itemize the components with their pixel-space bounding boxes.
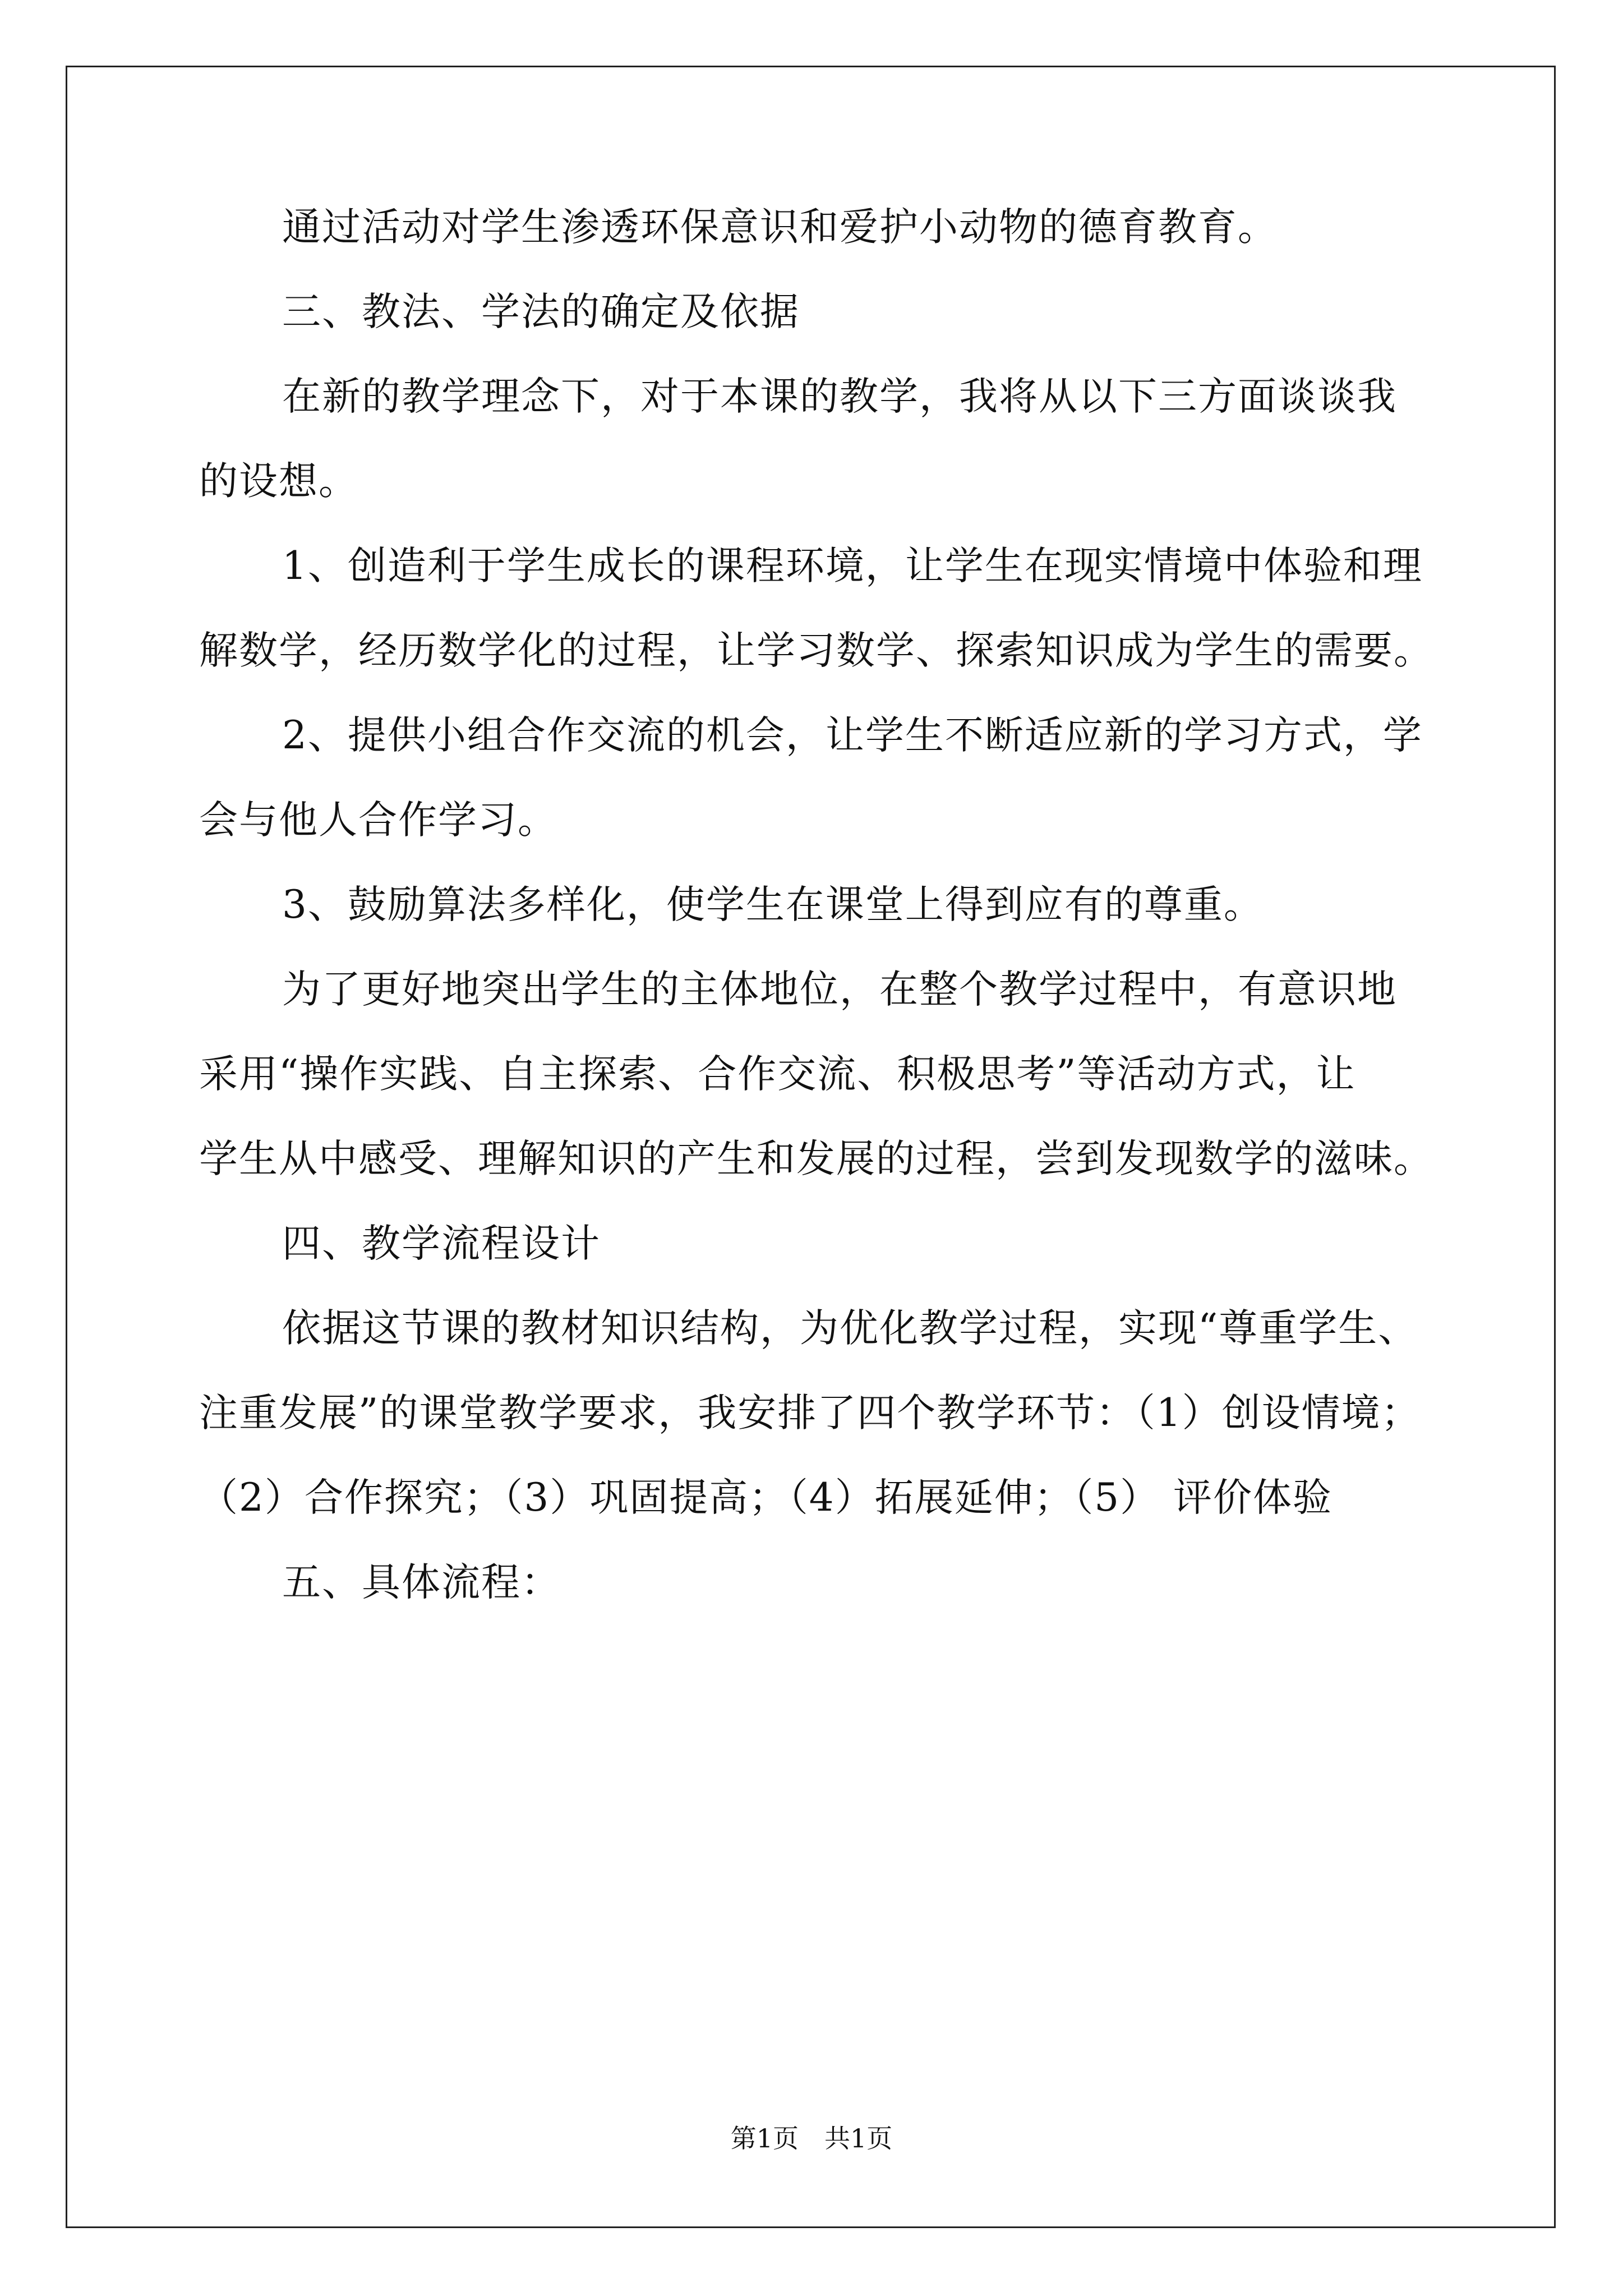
- page-footer: [0, 2122, 1623, 2155]
- text-line: （2）合作探究；（3）巩固提高；（4）拓展延伸；（5） 评价体验: [199, 1475, 1333, 1520]
- section-heading: 四、教学流程设计: [282, 1221, 601, 1266]
- text-line: 学生从中感受、理解知识的产生和发展的过程，尝到发现数学的滋味。: [199, 1137, 1433, 1181]
- document-body: [199, 185, 1433, 1625]
- text-line: 依据这节课的教材知识结构，为优化教学过程，实现“尊重学生、: [282, 1306, 1418, 1351]
- text-line: 注重发展”的课堂教学要求，我安排了四个教学环节：（1）创设情境；: [199, 1391, 1421, 1435]
- text-line: 通过活动对学生渗透环保意识和爱护小动物的德育教育。: [282, 205, 1278, 250]
- text-line: 为了更好地突出学生的主体地位，在整个教学过程中，有意识地: [282, 967, 1397, 1012]
- text-line: 的设想。: [199, 459, 358, 504]
- section-heading: 三、教法、学法的确定及依据: [282, 289, 800, 334]
- text-line: 采用“操作实践、自主探索、合作交流、积极思考”等活动方式，让: [199, 1052, 1356, 1097]
- text-line: 2、提供小组合作交流的机会，让学生不断适应新的学习方式，学: [282, 713, 1423, 758]
- text-line: 在新的教学理念下，对于本课的教学，我将从以下三方面谈谈我: [282, 374, 1397, 419]
- page-number: 第1页 共1页: [730, 2123, 893, 2154]
- text-line: 解数学，经历数学化的过程，让学习数学、探索知识成为学生的需要。: [199, 628, 1433, 673]
- text-line: 3、鼓励算法多样化，使学生在课堂上得到应有的尊重。: [282, 882, 1264, 927]
- text-line: 1、创造利于学生成长的课程环境，让学生在现实情境中体验和理: [282, 544, 1423, 588]
- text-line: 会与他人合作学习。: [199, 798, 557, 843]
- section-heading: 五、具体流程：: [282, 1560, 561, 1605]
